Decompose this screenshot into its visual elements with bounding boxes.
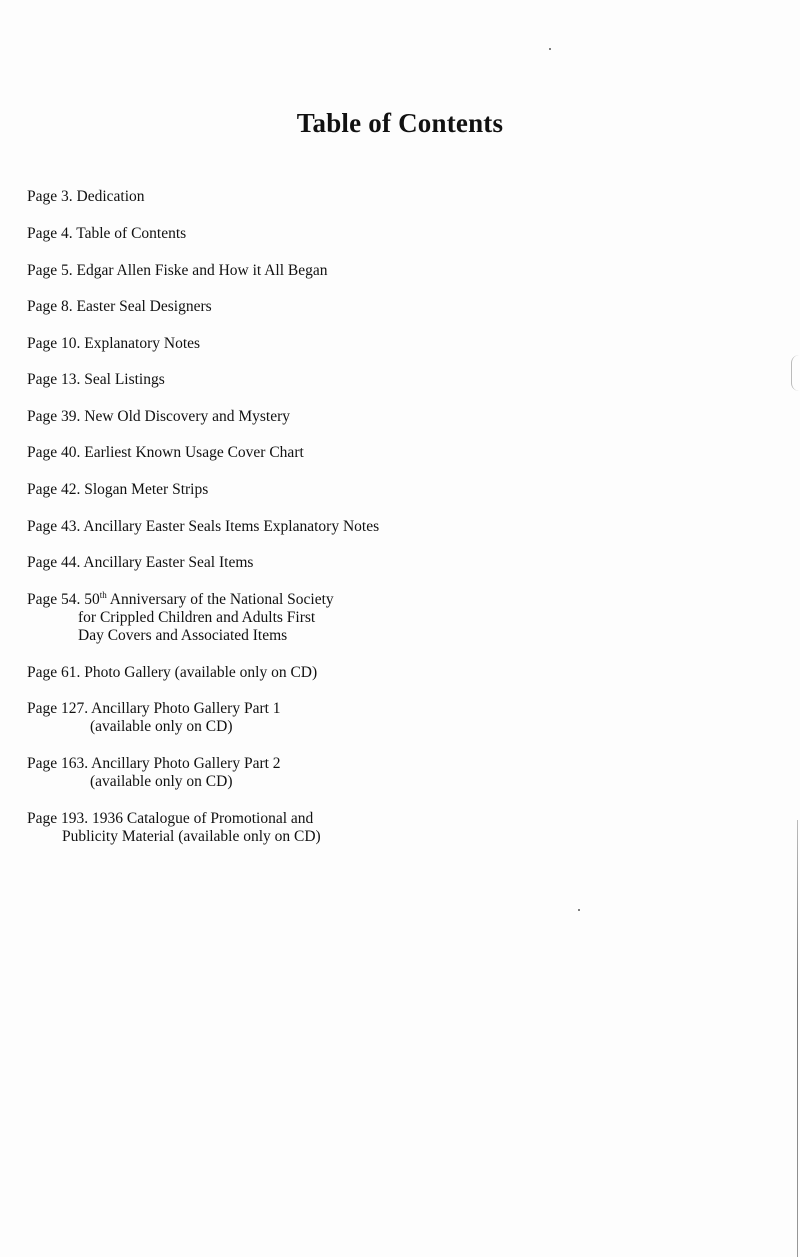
- toc-entry-1936-catalogue: [27, 810, 321, 846]
- toc-entry-continuation: for Crippled Children and Adults First: [78, 609, 316, 626]
- toc-entry-text: Page 5. Edgar Allen Fiske and How it All Began: [27, 262, 328, 279]
- toc-entry-seal-listings: [27, 371, 165, 389]
- toc-entry-text: Page 3. Dedication: [27, 188, 145, 205]
- toc-entry-text: Page 4. Table of Contents: [27, 225, 187, 242]
- scan-speck: [549, 48, 551, 50]
- toc-entry-text: Page 54. 50: [27, 591, 100, 608]
- ordinal-suffix: th: [99, 590, 107, 600]
- toc-entry-text: Page 39. New Old Discovery and Mystery: [27, 408, 291, 425]
- toc-entry-text: Page 43. Ancillary Easter Seals Items Explanatory Notes: [27, 518, 380, 535]
- toc-entry-text: Page 61. Photo Gallery (available only on CD): [27, 664, 318, 681]
- toc-entry-edgar-allen-fiske: [27, 262, 328, 280]
- toc-entry-continuation: (available only on CD): [90, 773, 233, 790]
- toc-entry-text: Page 44. Ancillary Easter Seal Items: [27, 554, 254, 571]
- scan-edge-line: [797, 820, 798, 1257]
- toc-entry-ancillary-explanatory-notes: [27, 518, 379, 536]
- toc-entry-continuation: (available only on CD): [90, 718, 233, 735]
- scan-speck: [578, 909, 580, 911]
- toc-entry-text: Page 10. Explanatory Notes: [27, 335, 201, 352]
- toc-entry-slogan-meter-strips: [27, 481, 208, 499]
- toc-entry-continuation: Publicity Material (available only on CD): [62, 828, 321, 845]
- toc-entry-continuation: Day Covers and Associated Items: [78, 627, 288, 644]
- toc-entry-table-of-contents: [27, 225, 186, 243]
- toc-entry-ancillary-photo-gallery-2: [27, 755, 281, 791]
- toc-entry-text: Anniversary of the National Society: [106, 591, 334, 608]
- toc-entry-new-old-discovery: [27, 408, 290, 426]
- toc-entry-text: Page 8. Easter Seal Designers: [27, 298, 212, 315]
- toc-entry-explanatory-notes: [27, 335, 200, 353]
- toc-entry-easter-seal-designers: [27, 298, 212, 316]
- scan-edge-arc: [791, 355, 800, 391]
- toc-entry-text: Page 13. Seal Listings: [27, 371, 165, 388]
- toc-entry-ancillary-photo-gallery-1: [27, 700, 281, 736]
- toc-entry-first-line: [27, 591, 334, 609]
- toc-entry-text: Page 40. Earliest Known Usage Cover Chart: [27, 444, 304, 461]
- toc-entry-earliest-known-usage: [27, 444, 304, 462]
- toc-entry-text: Page 42. Slogan Meter Strips: [27, 481, 209, 498]
- toc-entry-text: Page 163. Ancillary Photo Gallery Part 2: [27, 755, 281, 772]
- toc-entry-photo-gallery: [27, 664, 317, 682]
- toc-entry-dedication: [27, 188, 145, 206]
- toc-entry-ancillary-easter-seal-items: [27, 554, 253, 572]
- page-title: Table of Contents: [296, 108, 504, 138]
- toc-entry-text: Page 193. 1936 Catalogue of Promotional and: [27, 810, 314, 827]
- toc-entry-50th-anniversary: [27, 591, 334, 645]
- toc-entry-text: Page 127. Ancillary Photo Gallery Part 1: [27, 700, 281, 717]
